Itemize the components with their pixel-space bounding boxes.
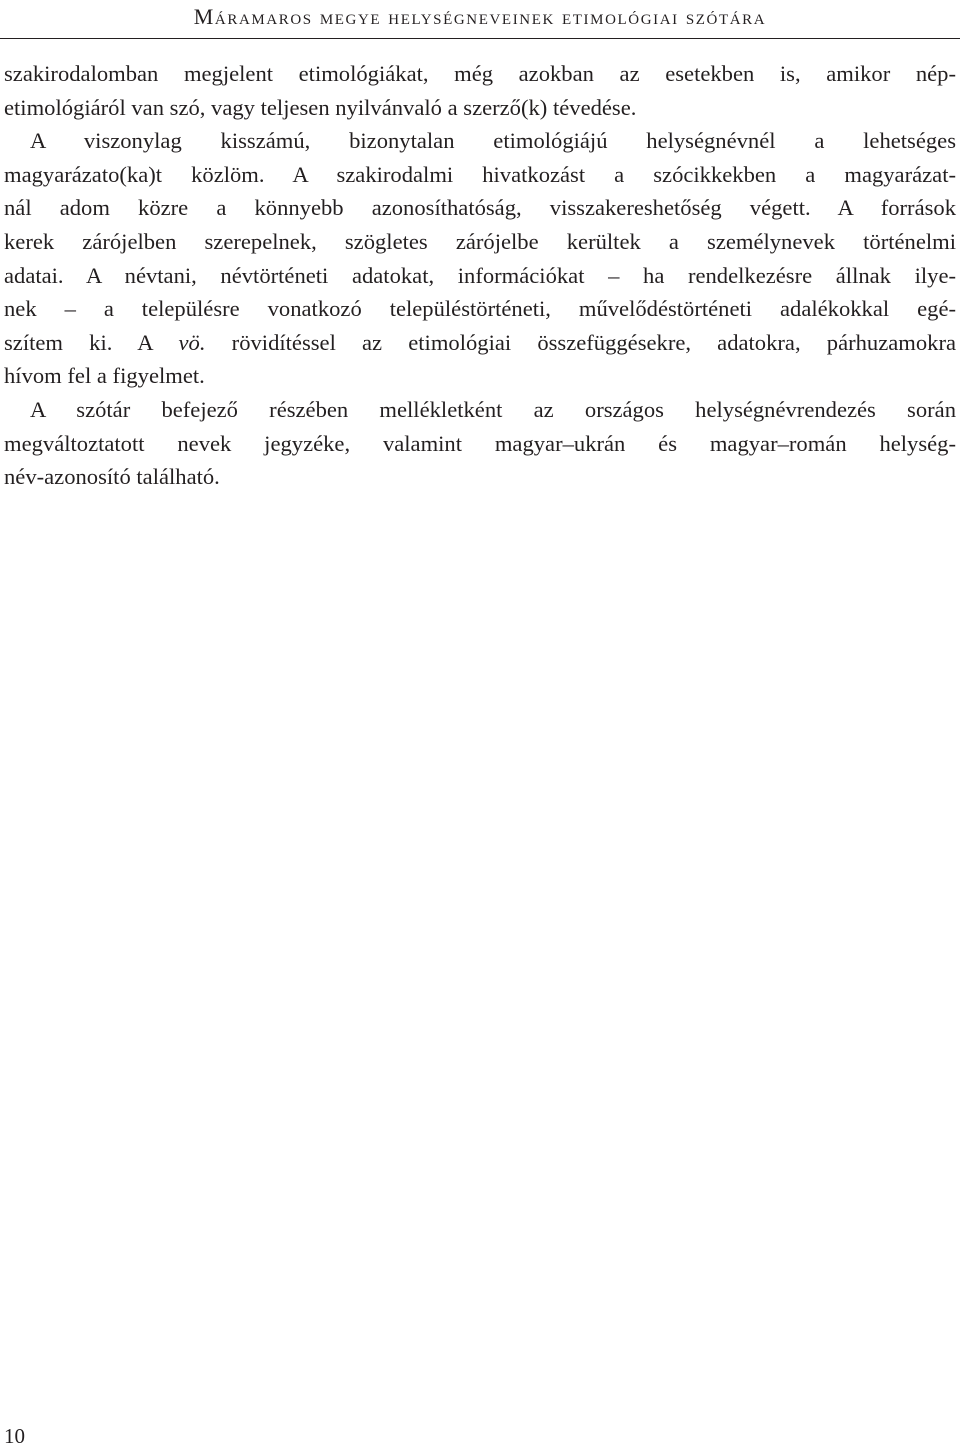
text-line: megváltoztatott nevek jegyzéke, valamint magyar–ukrán és magyar–román helység- (4, 430, 956, 456)
text-line: név-azonosító található. (4, 464, 220, 490)
text-line: kerek zárójelben szerepelnek, szögletes zárójelbe kerültek a személynevek történelmi (4, 228, 956, 254)
running-head-title: Máramaros megye helységneveinek etimológiai szótára (193, 4, 767, 29)
page-number: 10 (4, 1424, 25, 1448)
text-line: nál adom közre a könnyebb azonosíthatóság, visszakereshetőség végett. A források (4, 195, 956, 221)
text-line: hívom fel a figyelmet. (4, 363, 205, 389)
text-line (4, 326, 956, 360)
text-line: A viszonylag kisszámú, bizonytalan etimológiájú helységnévnél a lehetséges (30, 128, 956, 154)
body-text (4, 57, 956, 494)
text-line: magyarázato(ka)t közlöm. A szakirodalmi hivatkozást a szócikkekben a magyarázat- (4, 161, 956, 187)
line-segment: szítem ki. A (4, 329, 179, 355)
line-segment: rövidítéssel az etimológiai összefüggésekre, adatokra, párhuzamokra (205, 329, 956, 355)
abbreviation-vo: vö. (178, 329, 206, 355)
text-line: etimológiáról van szó, vagy teljesen nyilvánvaló a szerző(k) tévedése. (4, 94, 637, 120)
text-line: A szótár befejező részében mellékletként az országos helységnévrendezés során (30, 396, 956, 422)
text-line: nek – a településre vonatkozó településtörténeti, művelődéstörténeti adalékokkal egé- (4, 296, 956, 322)
paragraph-2 (4, 124, 956, 393)
paragraph-1 (4, 57, 956, 124)
text-line: szakirodalomban megjelent etimológiákat, még azokban az esetekben is, amikor nép- (4, 61, 956, 86)
text-line: adatai. A névtani, névtörténeti adatokat, információkat – ha rendelkezésre állnak ilye- (4, 262, 956, 288)
running-head (0, 0, 960, 39)
paragraph-3 (4, 393, 956, 494)
